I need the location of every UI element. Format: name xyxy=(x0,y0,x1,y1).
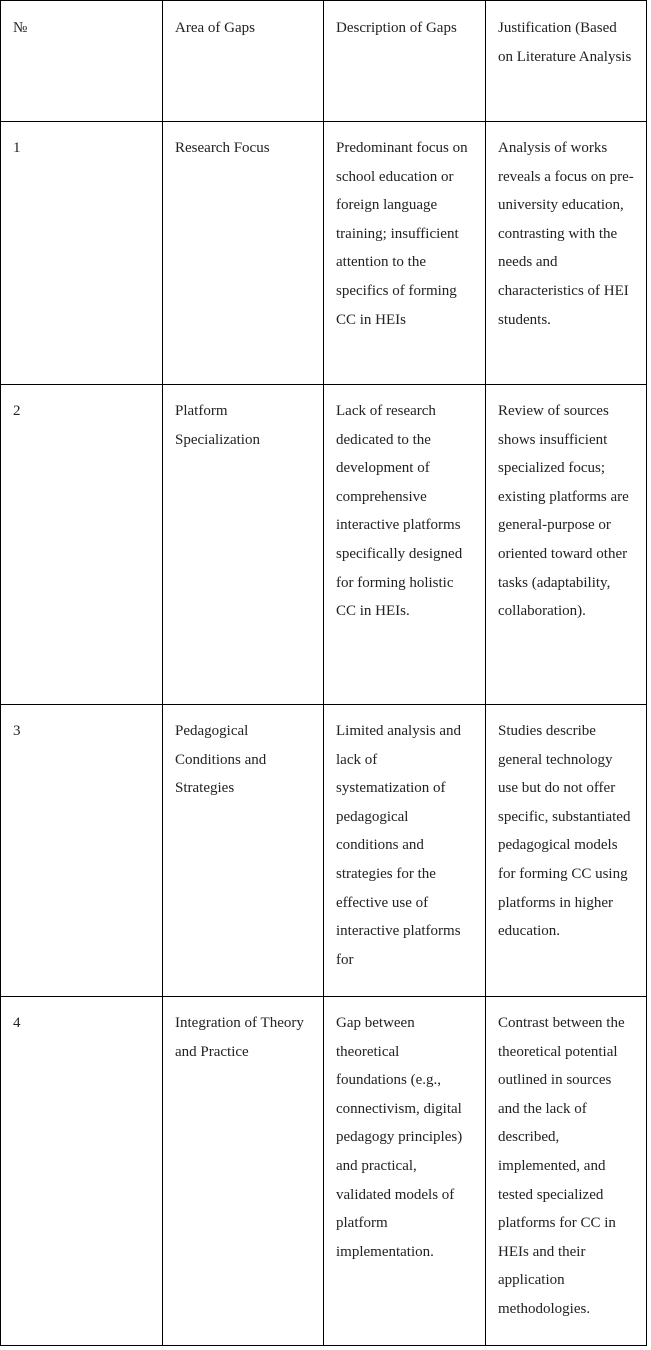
row-number: 4 xyxy=(1,997,163,1346)
row-justification: Analysis of works reveals a focus on pre-university education, contrasting with the needs and characteristics of HEI students. xyxy=(486,122,647,385)
row-justification: Studies describe general technology use but do not offer specific, substantiated pedagogical models for forming CC using platforms in higher education. xyxy=(486,705,647,997)
table-row xyxy=(1,705,647,997)
row-number: 2 xyxy=(1,385,163,705)
row-justification: Review of sources shows insufficient specialized focus; existing platforms are general-purpose or oriented toward other tasks (adaptability, collaboration). xyxy=(486,385,647,705)
row-number: 1 xyxy=(1,122,163,385)
table-row xyxy=(1,997,647,1346)
row-area: Integration of Theory and Practice xyxy=(163,997,324,1346)
row-area: Platform Specialization xyxy=(163,385,324,705)
header-number: № xyxy=(1,1,163,122)
table-header-row xyxy=(1,1,647,122)
row-number: 3 xyxy=(1,705,163,997)
row-area: Pedagogical Conditions and Strategies xyxy=(163,705,324,997)
table-row xyxy=(1,385,647,705)
header-description-of-gaps: Description of Gaps xyxy=(324,1,486,122)
header-area-of-gaps: Area of Gaps xyxy=(163,1,324,122)
row-area: Research Focus xyxy=(163,122,324,385)
row-description: Lack of research dedicated to the development of comprehensive interactive platforms specifically designed for forming holistic CC in HEIs. xyxy=(324,385,486,705)
table-row xyxy=(1,122,647,385)
row-justification: Contrast between the theoretical potential outlined in sources and the lack of described, implemented, and tested specialized platforms for CC in HEIs and their application methodologies. xyxy=(486,997,647,1346)
header-justification: Justification (Based on Literature Analysis xyxy=(486,1,647,122)
row-description: Gap between theoretical foundations (e.g., connectivism, digital pedagogy principles) and practical, validated models of platform implementation. xyxy=(324,997,486,1346)
row-description: Predominant focus on school education or foreign language training; insufficient attention to the specifics of forming CC in HEIs xyxy=(324,122,486,385)
row-description: Limited analysis and lack of systematization of pedagogical conditions and strategies for the effective use of interactive platforms for xyxy=(324,705,486,997)
